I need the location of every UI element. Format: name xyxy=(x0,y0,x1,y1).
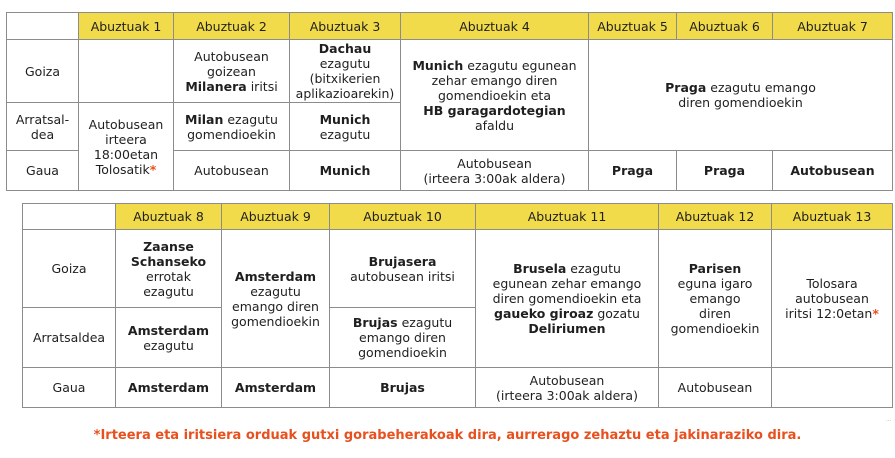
d11-bold5: Deliriumen xyxy=(528,321,606,336)
cell-d2-afternoon xyxy=(174,103,290,151)
cell-d13-day xyxy=(772,230,893,368)
header-day-5: Abuztuak 5 xyxy=(589,13,677,40)
d7-night-bold: Autobusean xyxy=(790,163,875,178)
d3-afternoon-line2: ezagutu xyxy=(319,126,371,142)
d11-bold4: gaueko giroaz xyxy=(494,306,594,321)
cell-d11-day xyxy=(476,230,659,368)
d1-line4: Tolosatik xyxy=(95,161,150,177)
cell-d2-night: Autobusean xyxy=(174,151,290,191)
cell-d9-night xyxy=(222,368,330,408)
d2-afternoon-line1: ezagutu xyxy=(223,111,278,127)
asterisk: * xyxy=(149,161,157,177)
header-day-11: Abuztuak 11 xyxy=(476,204,659,230)
d57-line1: ezagutu emango xyxy=(706,80,816,95)
d10-afternoon-line2: emango diren xyxy=(359,330,446,345)
d4-line2: zehar emango diren xyxy=(431,72,558,88)
cell-d2-morning xyxy=(174,40,290,103)
d10-morning-bold: Brujasera xyxy=(368,253,437,269)
d4-line3: gomendioekin eta xyxy=(438,87,551,103)
header-day-9: Abuztuak 9 xyxy=(222,204,330,230)
d1-line2: irteera xyxy=(105,131,147,147)
d3-morning-line2: (bitxikerien xyxy=(309,71,381,86)
cell-d13-night xyxy=(772,368,893,408)
cell-d5-7-day xyxy=(589,40,893,151)
d4-line1: ezagutu egunean xyxy=(463,57,577,73)
cell-d7-night xyxy=(773,151,893,191)
row-label-afternoon xyxy=(7,103,79,151)
d10-afternoon-line3: gomendioekin xyxy=(358,345,447,360)
header-day-13: Abuztuak 13 xyxy=(772,204,893,230)
d2-afternoon-bold: Milan xyxy=(185,111,224,127)
d12-line2: emango xyxy=(689,291,741,306)
footnote: *Irteera eta iritsiera orduak gutxi gorabeherakoak dira, aurrerago zehaztu eta jakinaraziko dira. xyxy=(93,428,802,443)
d6-night-bold: Praga xyxy=(703,163,746,178)
cell-d8-night xyxy=(116,368,222,408)
row-label-morning: Goiza xyxy=(7,40,79,103)
d57-line2: diren gomendioekin xyxy=(678,95,803,110)
side-mark: ⋮ xyxy=(885,418,891,423)
d10-afternoon-line1: ezagutu xyxy=(397,315,453,330)
corner-cell xyxy=(7,13,79,40)
d9-night-bold: Amsterdam xyxy=(234,380,317,395)
d10-morning-line1: autobusean iritsi xyxy=(350,268,455,284)
d12-bold: Parisen xyxy=(688,261,742,276)
header-day-2: Abuztuak 2 xyxy=(174,13,290,40)
cell-d1-morning xyxy=(79,40,174,103)
d13-line1: Tolosara xyxy=(806,276,858,291)
d13-line3: iritsi 12:0etan xyxy=(785,306,873,321)
schedule-table-aug-8-13 xyxy=(22,203,893,408)
d4-line5: afaldu xyxy=(474,117,515,133)
row-label-afternoon: Arratsaldea xyxy=(23,308,116,368)
d3-night-bold: Munich xyxy=(319,163,371,178)
d4-night-line2: (irteera 3:00ak aldera) xyxy=(423,170,566,186)
cell-d12-night: Autobusean xyxy=(659,368,772,408)
d12-line1: eguna igaro xyxy=(677,276,753,291)
cell-d4-day xyxy=(401,40,589,151)
d9-bold: Amsterdam xyxy=(234,268,317,284)
d3-morning-line3: aplikazioarekin) xyxy=(295,86,395,101)
header-day-12: Abuztuak 12 xyxy=(659,204,772,230)
cell-d11-night xyxy=(476,368,659,408)
d8-bold2: Schanseko xyxy=(130,253,207,269)
corner-cell xyxy=(23,204,116,230)
cell-d1-evening xyxy=(79,103,174,191)
row-label-morning: Goiza xyxy=(23,230,116,308)
header-day-6: Abuztuak 6 xyxy=(677,13,773,40)
cell-d9-day xyxy=(222,230,330,368)
d9-line1: ezagutu xyxy=(250,283,301,299)
asterisk: * xyxy=(872,306,879,321)
d12-line4: gomendioekin xyxy=(670,321,760,336)
cell-d8-afternoon xyxy=(116,308,222,368)
d2-morning-line1: Autobusean xyxy=(194,48,269,64)
d10-night-bold: Brujas xyxy=(380,380,425,395)
cell-d10-morning xyxy=(330,230,476,308)
d2-morning-line2: goizean xyxy=(207,63,256,79)
cell-d4-night xyxy=(401,151,589,191)
cell-d10-afternoon xyxy=(330,308,476,368)
d11-line3: diren gomendioekin eta xyxy=(492,291,642,306)
d11-night-line1: Autobusean xyxy=(529,372,605,388)
d3-morning-line1: ezagutu xyxy=(319,56,371,71)
cell-d3-night xyxy=(290,151,401,191)
d10-afternoon-bold: Brujas xyxy=(352,315,398,330)
d57-bold: Praga xyxy=(665,80,707,95)
cell-d5-night xyxy=(589,151,677,191)
d12-line3: diren xyxy=(699,306,731,321)
d5-night-bold: Praga xyxy=(611,163,654,178)
cell-d6-night xyxy=(677,151,773,191)
schedule-table-aug-1-7 xyxy=(6,12,893,191)
d11-line4: gozatu xyxy=(593,306,640,321)
d11-night-line2: (irteera 3:00ak aldera) xyxy=(496,387,638,403)
d2-morning-bold: Milanera xyxy=(185,78,247,94)
d8-line4: ezagutu xyxy=(143,283,194,299)
d3-morning-bold: Dachau xyxy=(318,41,372,56)
d8-afternoon-line1: ezagutu xyxy=(143,337,194,353)
cell-d8-morning xyxy=(116,230,222,308)
afternoon-label-part2: dea xyxy=(30,126,55,142)
d11-line1: ezagutu xyxy=(566,261,621,276)
d11-line2: egunean zehar emango xyxy=(492,276,642,291)
header-day-1: Abuztuak 1 xyxy=(79,13,174,40)
d3-afternoon-bold: Munich xyxy=(319,111,371,127)
d4-bold1: Munich xyxy=(412,57,464,73)
d13-line2: autobusean xyxy=(795,291,869,306)
d8-night-bold: Amsterdam xyxy=(127,380,210,395)
header-day-3: Abuztuak 3 xyxy=(290,13,401,40)
d9-line2: emango diren xyxy=(232,298,319,314)
cell-d12-day xyxy=(659,230,772,368)
d1-line3: 18:00etan xyxy=(93,146,159,162)
d4-bold4: HB garagardotegian xyxy=(423,102,566,118)
d2-morning-line3: iritsi xyxy=(246,78,278,94)
d9-line3: gomendioekin xyxy=(231,313,320,329)
cell-d3-afternoon xyxy=(290,103,401,151)
header-day-7: Abuztuak 7 xyxy=(773,13,893,40)
d8-afternoon-bold: Amsterdam xyxy=(127,322,210,338)
header-day-10: Abuztuak 10 xyxy=(330,204,476,230)
d8-line3: errotak xyxy=(146,268,191,284)
cell-d10-night xyxy=(330,368,476,408)
afternoon-label-part1: Arratsal- xyxy=(15,111,70,127)
cell-d3-morning xyxy=(290,40,401,103)
d4-night-line1: Autobusean xyxy=(457,155,532,171)
header-day-4: Abuztuak 4 xyxy=(401,13,589,40)
header-day-8: Abuztuak 8 xyxy=(116,204,222,230)
d1-line1: Autobusean xyxy=(88,116,164,132)
row-label-night: Gaua xyxy=(7,151,79,191)
d8-bold1: Zaanse xyxy=(143,238,194,254)
d11-bold1: Brusela xyxy=(513,261,567,276)
row-label-night: Gaua xyxy=(23,368,116,408)
d2-afternoon-line2: gomendioekin xyxy=(187,126,276,142)
